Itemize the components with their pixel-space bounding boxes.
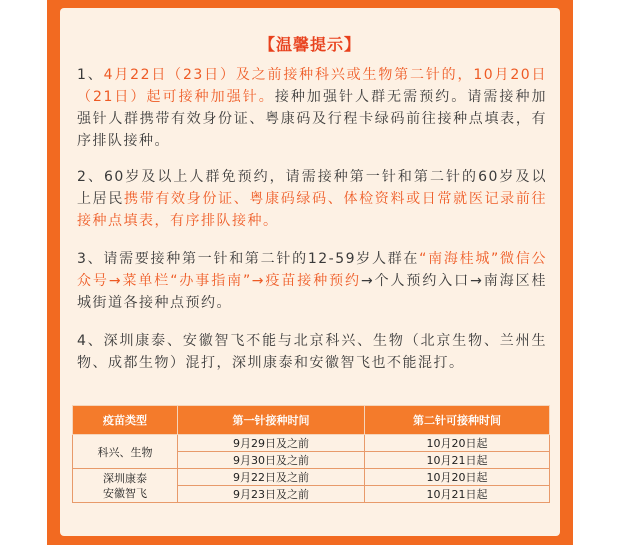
tip-3-highlight: “南海桂城”微信公众号→菜单栏“办事指南”→疫苗接种预约 <box>77 251 547 289</box>
vaccine-type-line: 深圳康泰 <box>103 471 148 485</box>
first-dose-cell: 9月30日及之前 <box>178 452 365 469</box>
first-dose-cell: 9月29日及之前 <box>178 435 365 452</box>
notice-title: 【温馨提示】 <box>258 35 361 54</box>
tip-2-highlight: 携带有效身份证、粤康码绿码、体检资料或日常就医记录前往接种点填表，有序排队接种。 <box>77 191 548 229</box>
first-dose-cell: 9月23日及之前 <box>178 486 365 503</box>
tip-3 <box>77 248 547 314</box>
tip-2-text: 60岁及以上人群免预约，请需接种第一针和第二针的60岁及以上居民 <box>77 169 547 207</box>
second-dose-cell: 10月20日起 <box>365 435 550 452</box>
header-vaccine-type: 疫苗类型 <box>73 406 178 435</box>
first-dose-cell: 9月22日及之前 <box>178 469 365 486</box>
tip-4 <box>77 330 547 374</box>
vaccine-schedule-table <box>72 405 550 503</box>
second-dose-cell: 10月21日起 <box>365 452 550 469</box>
vaccine-type-cell <box>73 469 178 503</box>
tip-2-num: 2、 <box>77 169 104 185</box>
tip-1 <box>77 64 547 152</box>
vaccine-type-cell: 科兴、生物 <box>73 435 178 469</box>
tip-1-num: 1、 <box>77 67 104 83</box>
notice-panel <box>60 8 560 536</box>
tip-2 <box>77 166 547 232</box>
table-row <box>73 435 550 452</box>
second-dose-cell: 10月21日起 <box>365 486 550 503</box>
second-dose-cell: 10月20日起 <box>365 469 550 486</box>
vaccine-type-line: 安徽智飞 <box>103 486 148 500</box>
header-first-dose: 第一针接种时间 <box>178 406 365 435</box>
tip-4-text: 4、深圳康泰、安徽智飞不能与北京科兴、生物（北京生物、兰州生物、成都生物）混打，深圳康泰和安徽智飞也不能混打。 <box>77 333 547 371</box>
tip-3-text: 请需要接种第一针和第二针的12-59岁人群在 <box>103 251 420 267</box>
tip-3-num: 3、 <box>77 251 104 267</box>
tip-3-rest: →个人预约入口→南海区桂城街道各接种点预约。 <box>77 273 547 311</box>
tip-1-rest: 接种加强针人群无需预约。请需接种加强针人群携带有效身份证、粤康码及行程卡绿码前往接种点填表，有序排队接种。 <box>77 89 547 149</box>
table-row <box>73 469 550 486</box>
tip-1-highlight: 4月22日（23日）及之前接种科兴或生物第二针的，10月20日（21日）起可接种加强针。 <box>77 67 547 105</box>
table-header-row <box>73 406 550 435</box>
header-second-dose: 第二针可接种时间 <box>365 406 550 435</box>
